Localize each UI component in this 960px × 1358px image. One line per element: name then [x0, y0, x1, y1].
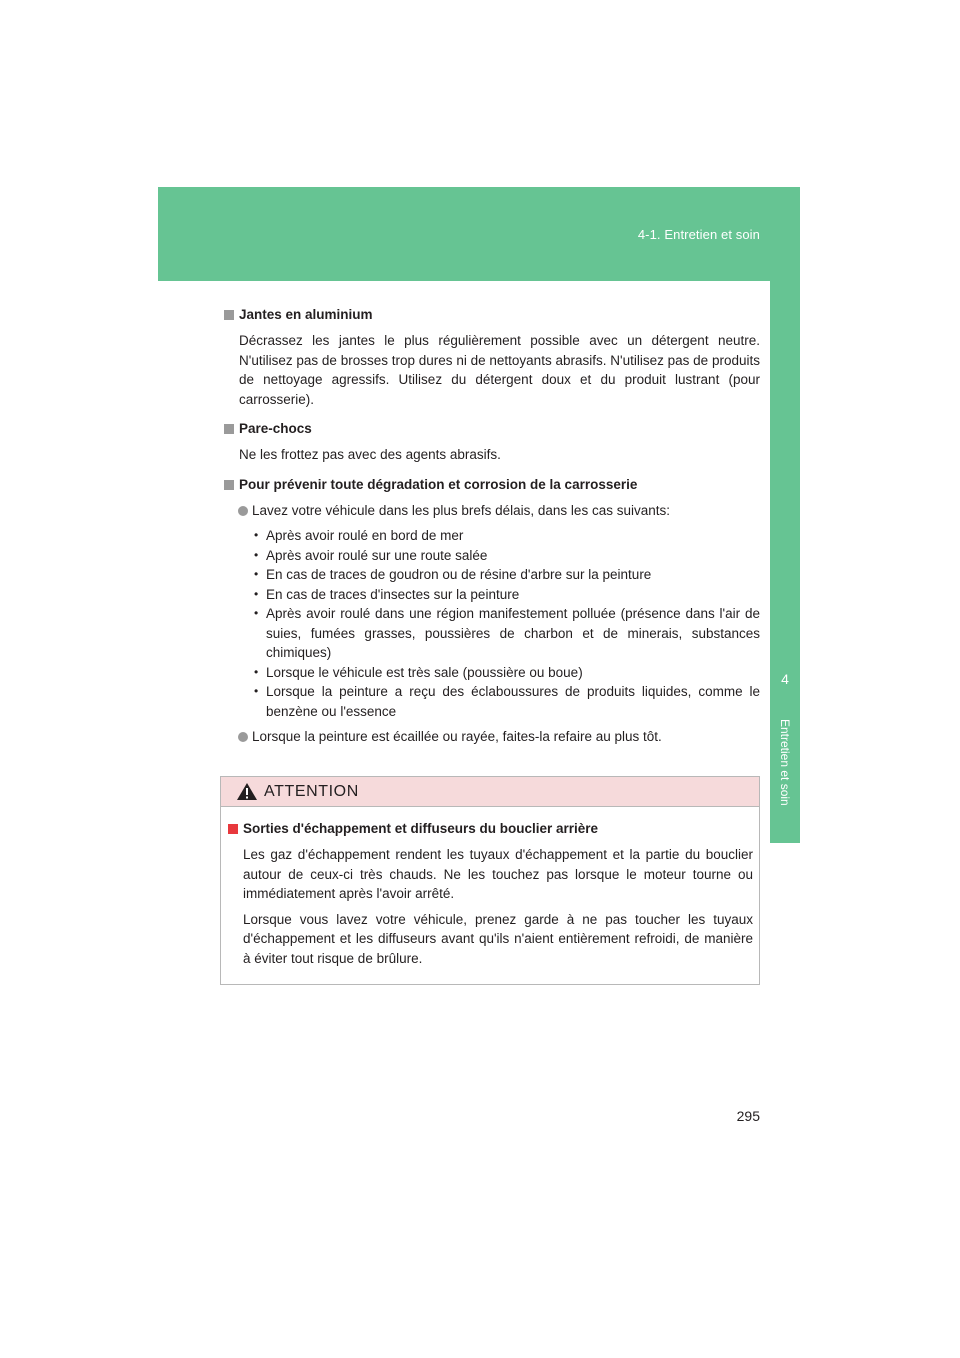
- item-text: Lorsque la peinture est écaillée ou rayée, faites-la refaire au plus tôt.: [252, 729, 662, 744]
- section-text: Décrassez les jantes le plus régulièrement possible avec un détergent neutre. N'utilisez pas de brosses trop dures ni de nettoyants abrasifs. N'utilisez pas de produits de nettoyage agressifs. Utilisez du détergent doux et du produit lustrant (pour carrosserie).: [239, 333, 760, 407]
- circle-list-item: [220, 501, 760, 521]
- square-bullet-icon: [228, 824, 238, 834]
- section-title: Pare-chocs: [239, 421, 312, 436]
- page-number: 295: [736, 1108, 760, 1124]
- list-item: • En cas de traces de goudron ou de résine d'arbre sur la peinture: [266, 565, 760, 585]
- list-item: • Après avoir roulé dans une région manifestement polluée (présence dans l'air de suies, fumées grasses, poussières de charbon et de minerais, substances chimiques): [266, 604, 760, 663]
- bullet-list: [220, 526, 760, 721]
- section-corrosion: [220, 475, 760, 747]
- section-heading: [220, 475, 760, 495]
- square-bullet-icon: [224, 480, 234, 490]
- warning-title-text: Sorties d'échappement et diffuseurs du bouclier arrière: [243, 821, 599, 836]
- warning-box: [220, 776, 760, 985]
- section-parechocs: [220, 419, 760, 465]
- main-content: [220, 305, 760, 757]
- list-item: • Après avoir roulé sur une route salée: [266, 546, 760, 566]
- circle-bullet-icon: [238, 732, 248, 742]
- warning-paragraph: Les gaz d'échappement rendent les tuyaux d'échappement et la partie du bouclier autour de ceux-ci très chauds. Ne les touchez pas lorsque le moteur tourne ou immédiatement après l'avoir arrêté.: [243, 847, 753, 901]
- warning-body: [221, 807, 759, 968]
- warning-paragraph: Lorsque vous lavez votre véhicule, prenez garde à ne pas toucher les tuyaux d'échappement et les diffuseurs avant qu'ils n'aient entièrement refroidi, de manière à éviter tout risque de brûlure.: [243, 911, 753, 966]
- list-item: • Lorsque la peinture a reçu des éclaboussures de produits liquides, comme le benzène ou l'essence: [266, 682, 760, 721]
- chapter-tab: [770, 281, 800, 843]
- warning-heading: [224, 819, 753, 839]
- section-title: Pour prévenir toute dégradation et corrosion de la carrosserie: [239, 476, 638, 492]
- chapter-label: Entretien et soin: [778, 719, 792, 806]
- section-title: Jantes en aluminium: [239, 307, 373, 322]
- list-item: • Après avoir roulé en bord de mer: [266, 526, 760, 546]
- header-band: [158, 187, 800, 281]
- square-bullet-icon: [224, 310, 234, 320]
- square-bullet-icon: [224, 424, 234, 434]
- circle-bullet-icon: [238, 506, 248, 516]
- circle-list-item: [220, 727, 760, 747]
- section-text: Ne les frottez pas avec des agents abrasifs.: [239, 447, 501, 462]
- chapter-number: 4: [781, 671, 789, 687]
- item-text: Lavez votre véhicule dans les plus brefs délais, dans les cas suivants:: [252, 502, 670, 518]
- list-item: • En cas de traces d'insectes sur la peinture: [266, 585, 760, 605]
- section-heading: [220, 419, 760, 439]
- section-heading: [220, 305, 760, 325]
- warning-header: [221, 777, 759, 807]
- section-label: 4-1. Entretien et soin: [637, 227, 760, 242]
- warning-triangle-icon: [236, 782, 258, 801]
- list-item: • Lorsque le véhicule est très sale (poussière ou boue): [266, 663, 760, 683]
- warning-label: ATTENTION: [264, 782, 359, 800]
- section-jantes: [220, 305, 760, 409]
